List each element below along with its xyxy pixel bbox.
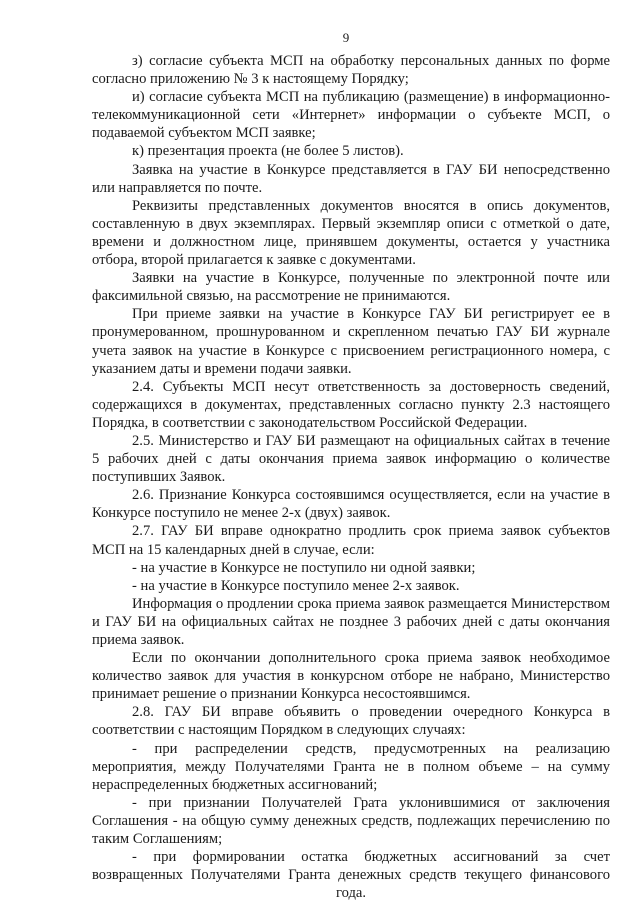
list-item-balance-formation: - при формировании остатка бюджетных ассигнований за счет возвращенных Получателями Гранта денежных средств текущего финансового года. (92, 849, 610, 902)
list-item-few-applications: - на участие в Конкурсе поступило менее 2-х заявок. (132, 577, 460, 594)
paragraph-consent-personal-data: з) согласие субъекта МСП на обработку персональных данных по форме согласно приложению № 3 к настоящему Порядку; (92, 53, 610, 88)
list-item-evasion: - при признании Получателей Грата уклонившимися от заключения Соглашения - на общую сумму денежных средств, подлежащих перечислению по таким Соглашениям; (92, 794, 610, 848)
paragraph-email-fax-rejected: Заявки на участие в Конкурсе, полученные по электронной почте или факсимильной связью, на рассмотрение не принимаются. (92, 270, 610, 305)
paragraph-document-inventory: Реквизиты представленных документов вносятся в опись документов, составленную в двух экземплярах. Первый экземпляр описи с отметкой о дате, времени и должностном лице, принявшем документы, остается у участника отбора, второй прилагается к заявке с документами. (92, 197, 610, 269)
paragraph-2-6: 2.6. Признание Конкурса состоявшимся осуществляется, если на участие в Конкурсе поступило не менее 2-х (двух) заявок. (92, 487, 610, 522)
paragraph-2-5: 2.5. Министерство и ГАУ БИ размещают на официальных сайтах в течение 5 рабочих дней с даты окончания приема заявок информацию о количестве поступивших Заявок. (92, 432, 610, 486)
paragraph-registration: При приеме заявки на участие в Конкурсе ГАУ БИ регистрирует ее в пронумерованном, прошнурованном и скрепленном печатью ГАУ БИ журнале учета заявок на участие в Конкурсе с присвоением регистрационного номера, с указанием даты и времени подачи заявки. (92, 306, 610, 377)
paragraph-application-delivery: Заявка на участие в Конкурсе представляется в ГАУ БИ непосредственно или направляется по почте. (92, 161, 610, 196)
paragraph-presentation: к) презентация проекта (не более 5 листов). (132, 143, 404, 160)
paragraph-2-7: 2.7. ГАУ БИ вправе однократно продлить срок приема заявок субъектов МСП на 15 календарных дней в случае, если: (92, 523, 610, 558)
paragraph-extension-info: Информация о продлении срока приема заявок размещается Министерством и ГАУ БИ на официальных сайтах не позднее 3 рабочих дней с даты окончания приема заявок. (92, 595, 610, 648)
document-body (92, 52, 610, 902)
page-number: 9 (342, 30, 350, 45)
paragraph-consent-publication: и) согласие субъекта МСП на публикацию (размещение) в информационно-телекоммуникационной сети «Интернет» информации о субъекте МСП, о подаваемой субъектом МСП заявке; (92, 89, 610, 142)
paragraph-contest-failed: Если по окончании дополнительного срока приема заявок необходимое количество заявок для участия в конкурсном отборе не набрано, Министерство принимает решение о признании Конкурса несостоявшимся. (92, 650, 610, 703)
paragraph-2-8: 2.8. ГАУ БИ вправе объявить о проведении очередного Конкурса в соответствии с настоящим Порядком в следующих случаях: (92, 704, 610, 739)
list-item-no-applications: - на участие в Конкурсе не поступило ни одной заявки; (132, 559, 476, 576)
list-item-partial-distribution: - при распределении средств, предусмотренных на реализацию мероприятия, между Получателями Гранта не в полном объеме – на сумму нераспределенных бюджетных ассигнований; (92, 740, 610, 793)
paragraph-2-4: 2.4. Субъекты МСП несут ответственность за достоверность сведений, содержащихся в документах, представленных согласно пункту 2.3 настоящего Порядка, в соответствии с законодательством Российской Федерации. (92, 378, 610, 431)
